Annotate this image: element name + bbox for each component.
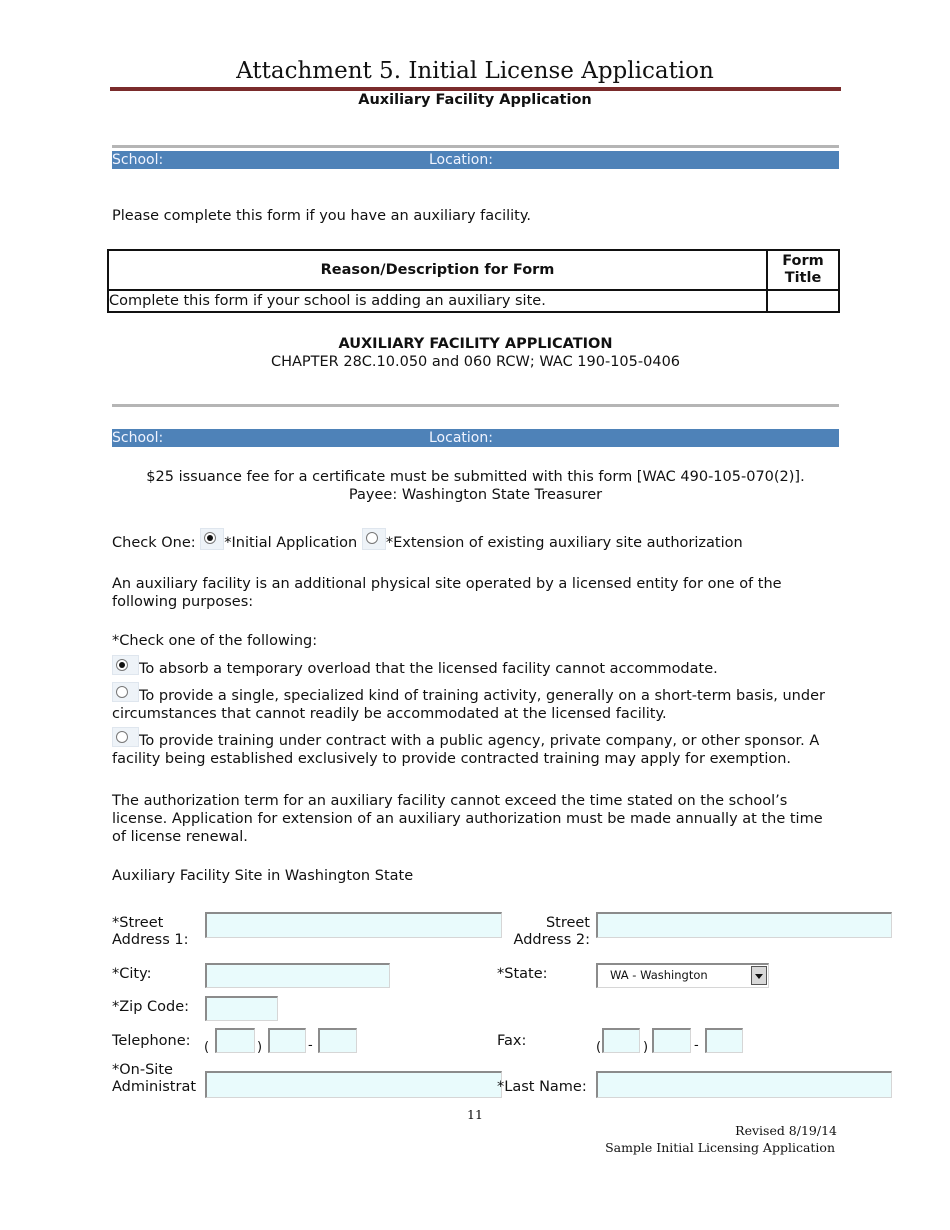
radio-dot-icon (116, 659, 128, 671)
fax-label: Fax: (497, 1033, 527, 1049)
city-input[interactable] (205, 963, 390, 988)
phone-dash: - (308, 1038, 313, 1053)
purpose-option-1 (112, 655, 832, 678)
fax-paren-open: ( (596, 1040, 602, 1055)
phone-prefix-input[interactable] (268, 1028, 306, 1053)
reason-header: Reason/Description for Form (108, 250, 767, 290)
initial-application-label: *Initial Application (224, 535, 358, 551)
street1-label-line1: *Street (112, 915, 164, 931)
admin-label-line1: *On-Site (112, 1062, 173, 1078)
last-name-label: *Last Name: (497, 1079, 587, 1095)
fax-area-input[interactable] (602, 1028, 640, 1053)
school-location-bar (112, 429, 839, 447)
street2-input[interactable] (596, 912, 892, 938)
street2-label-line2: Address 2: (513, 932, 590, 948)
extension-radio[interactable] (362, 528, 386, 550)
page-subtitle: Auxiliary Facility Application (358, 92, 592, 108)
admin-label-line2: Administrat (112, 1079, 197, 1095)
purpose-text-2: To provide a single, specialized kind of training activity, generally on a short-term basis, under circumstances that cannot readily be accommodated at the licensed facility. (112, 688, 825, 722)
last-name-input[interactable] (596, 1071, 892, 1098)
admin-label (112, 1062, 196, 1096)
form-title-cell (767, 290, 839, 312)
section-divider (112, 404, 839, 407)
fax-line-input[interactable] (705, 1028, 743, 1053)
location-label: Location: (429, 430, 493, 446)
radio-dot-icon (116, 731, 128, 743)
location-label: Location: (429, 152, 493, 168)
site-heading: Auxiliary Facility Site in Washington State (112, 868, 414, 884)
term-note: The authorization term for an auxiliary facility cannot exceed the time stated on the school’s license. Application for extension of an auxiliary authorization must be made annually at the time of license renewal. (112, 793, 823, 845)
phone-paren-close: ) (257, 1040, 263, 1055)
definition-text: An auxiliary facility is an additional physical site operated by a licensed entity for one of the following purposes: (112, 576, 782, 610)
street1-input[interactable] (205, 912, 502, 938)
admin-first-name-input[interactable] (205, 1071, 502, 1098)
page-title: Attachment 5. Initial License Application (236, 58, 714, 84)
purpose-radio-2[interactable] (112, 682, 139, 702)
purpose-option-3 (112, 727, 832, 768)
zip-input[interactable] (205, 996, 278, 1021)
extension-label: *Extension of existing auxiliary site authorization (385, 535, 743, 551)
page-number: 11 (467, 1107, 483, 1122)
street2-label (500, 915, 590, 949)
street1-label-line2: Address 1: (112, 932, 189, 948)
payee-text: Payee: Washington State Treasurer (348, 487, 603, 503)
city-label: *City: (112, 966, 152, 982)
initial-application-radio[interactable] (200, 528, 224, 550)
purposes-label: *Check one of the following: (112, 633, 318, 649)
telephone-label: Telephone: (112, 1033, 191, 1049)
reason-table (107, 249, 840, 313)
purpose-text-3: To provide training under contract with a public agency, private company, or other sponsor. A facility being established exclusively to provide contracted training may apply for exemption. (112, 733, 820, 767)
purpose-radio-3[interactable] (112, 727, 139, 747)
phone-paren-open: ( (204, 1040, 210, 1055)
school-location-bar (112, 151, 839, 169)
radio-dot-icon (204, 532, 216, 544)
school-label: School: (112, 430, 164, 446)
zip-label: *Zip Code: (112, 999, 190, 1015)
section-divider (112, 145, 839, 148)
state-label: *State: (497, 966, 548, 982)
reason-desc-cell: Complete this form if your school is adding an auxiliary site. (108, 290, 767, 312)
phone-area-input[interactable] (215, 1028, 255, 1053)
check-one-label: Check One: (112, 535, 196, 551)
application-heading: AUXILIARY FACILITY APPLICATION (338, 336, 613, 352)
intro-text: Please complete this form if you have an auxiliary facility. (112, 208, 531, 224)
purpose-option-2 (112, 682, 832, 723)
check-one-row (112, 528, 743, 554)
street2-label-line1: Street (545, 915, 590, 931)
fax-dash: - (694, 1038, 699, 1053)
school-label: School: (112, 152, 164, 168)
street1-label (112, 915, 188, 949)
fee-text: $25 issuance fee for a certificate must be submitted with this form [WAC 490-105-070(2)]. (146, 469, 805, 485)
revised-date: Revised 8/19/14 (735, 1123, 837, 1138)
chapter-reference: CHAPTER 28C.10.050 and 060 RCW; WAC 190-105-0406 (270, 354, 681, 370)
document-name: Sample Initial Licensing Application (605, 1140, 835, 1155)
chevron-down-icon[interactable] (751, 966, 767, 985)
form-title-header-line2: Title (784, 270, 822, 286)
fax-paren-close: ) (643, 1040, 649, 1055)
fax-prefix-input[interactable] (652, 1028, 691, 1053)
phone-line-input[interactable] (318, 1028, 357, 1053)
state-select[interactable] (596, 963, 769, 988)
form-title-header-line1: Form (782, 253, 824, 269)
form-title-header (767, 250, 839, 290)
purpose-text-1: To absorb a temporary overload that the licensed facility cannot accommodate. (139, 661, 718, 677)
purpose-radio-1[interactable] (112, 655, 139, 675)
title-rule (110, 87, 841, 91)
radio-dot-icon (366, 532, 378, 544)
state-select-value: WA - Washington (610, 968, 708, 982)
radio-dot-icon (116, 686, 128, 698)
